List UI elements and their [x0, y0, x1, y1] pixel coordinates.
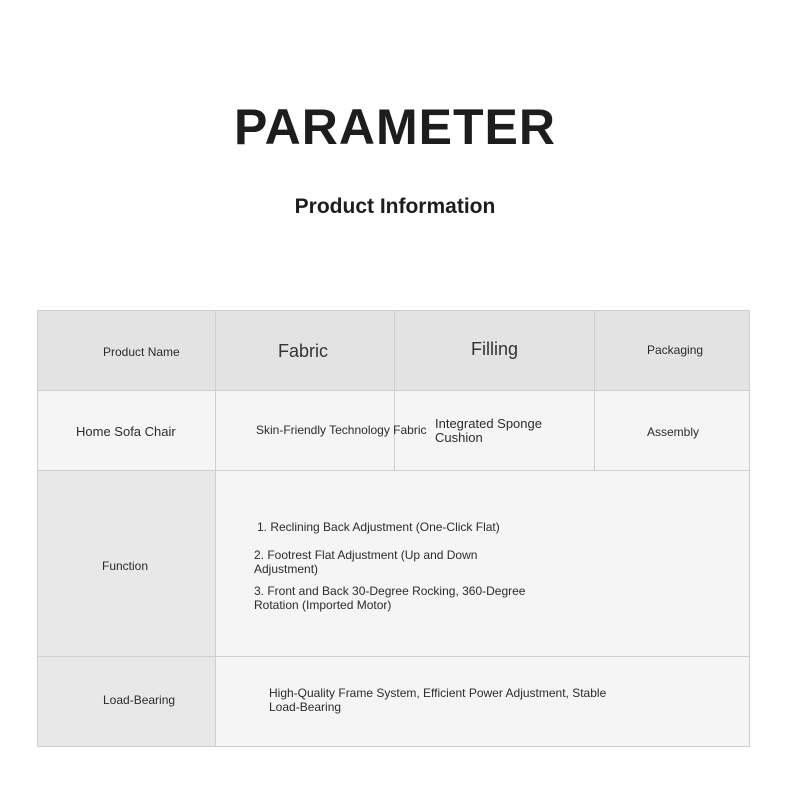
parameter-table [37, 310, 750, 747]
filling-value: Integrated Sponge Cushion [435, 416, 542, 445]
function-label: Function [102, 559, 149, 573]
page-subtitle: Product Information [294, 195, 496, 218]
function-item: 1. Reclining Back Adjustment (One-Click Flat) [257, 520, 500, 534]
page-title: PARAMETER [234, 99, 556, 155]
function-item: 2. Footrest Flat Adjustment (Up and Down Adjustment) [254, 548, 478, 576]
load-bearing-value: High-Quality Frame System, Efficient Power Adjustment, Stable Load-Bearing [269, 686, 607, 714]
row-divider [38, 656, 749, 657]
load-bearing-label: Load-Bearing [103, 693, 176, 707]
header-packaging: Packaging [647, 343, 704, 357]
packaging-value: Assembly [647, 425, 700, 439]
fabric-value: Skin-Friendly Technology Fabric [256, 423, 427, 437]
header-fabric: Fabric [278, 341, 329, 361]
column-divider [394, 311, 395, 471]
header-filling: Filling [471, 339, 519, 359]
function-item: 3. Front and Back 30-Degree Rocking, 360-Degree Rotation (Imported Motor) [254, 584, 526, 612]
header-product-name: Product Name [103, 345, 180, 359]
column-divider [594, 311, 595, 471]
product-name-value: Home Sofa Chair [76, 424, 176, 439]
column-divider [215, 311, 216, 746]
